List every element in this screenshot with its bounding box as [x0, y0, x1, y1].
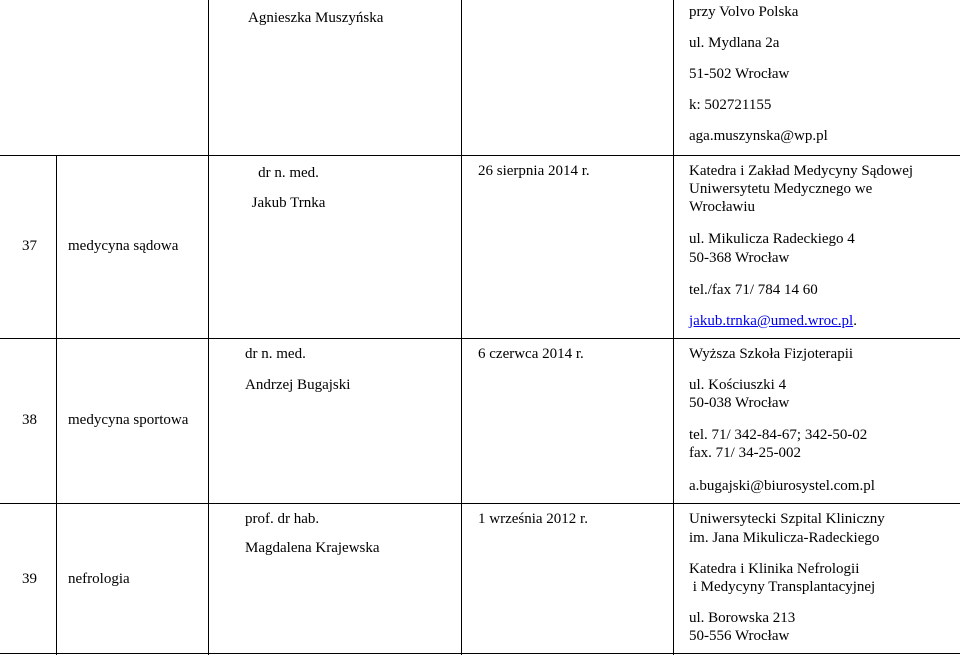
address-line: Wrocławiu	[689, 199, 756, 215]
specialty: nefrologia	[68, 571, 130, 587]
person-name: Magdalena Krajewska	[245, 540, 380, 556]
email-link[interactable]: jakub.trnka@umed.wroc.pl	[689, 313, 854, 329]
academic-title: prof. dr hab.	[245, 511, 320, 527]
column-divider	[56, 155, 57, 655]
address-line: ul. Borowska 213	[689, 610, 796, 626]
email-line	[689, 312, 857, 330]
address-line: przy Volvo Polska	[689, 4, 799, 20]
column-divider	[673, 0, 674, 655]
person-name: Andrzej Bugajski	[245, 377, 351, 393]
address-line: aga.muszynska@wp.pl	[689, 128, 828, 144]
date: 26 sierpnia 2014 r.	[478, 163, 590, 179]
row-number: 37	[22, 238, 37, 254]
column-divider	[208, 0, 209, 655]
address-line: k: 502721155	[689, 97, 772, 113]
address-line: ul. Mikulicza Radeckiego 4	[689, 231, 855, 247]
row-divider	[0, 155, 960, 156]
address-line: 50-368 Wrocław	[689, 250, 790, 266]
address-line: 50-038 Wrocław	[689, 395, 790, 411]
address-line: a.bugajski@biurosystel.com.pl	[689, 478, 875, 494]
address-line: i Medycyny Transplantacyjnej	[689, 579, 876, 595]
date: 6 czerwca 2014 r.	[478, 346, 584, 362]
specialty: medycyna sądowa	[68, 238, 179, 254]
specialty: medycyna sportowa	[68, 412, 189, 428]
academic-title: dr n. med.	[245, 346, 306, 362]
trailing-period: .	[853, 313, 857, 329]
academic-title: dr n. med.	[258, 165, 319, 181]
date: 1 września 2012 r.	[478, 511, 588, 527]
row-divider	[0, 653, 960, 654]
address-line: im. Jana Mikulicza-Radeckiego	[689, 530, 880, 546]
address-line: Katedra i Klinika Nefrologii	[689, 561, 860, 577]
address-line: Uniwersytetu Medycznego we	[689, 181, 873, 197]
column-divider	[461, 0, 462, 655]
address-line: ul. Mydlana 2a	[689, 35, 780, 51]
address-line: Wyższa Szkoła Fizjoterapii	[689, 346, 854, 362]
person-name: Agnieszka Muszyńska	[248, 10, 384, 26]
address-line: tel./fax 71/ 784 14 60	[689, 282, 818, 298]
address-line: Uniwersytecki Szpital Kliniczny	[689, 511, 885, 527]
row-divider	[0, 503, 960, 504]
address-line: 50-556 Wrocław	[689, 628, 790, 644]
address-line: fax. 71/ 34-25-002	[689, 445, 802, 461]
row-divider	[0, 338, 960, 339]
address-line: tel. 71/ 342-84-67; 342-50-02	[689, 427, 868, 443]
row-number: 39	[22, 571, 37, 587]
address-line: 51-502 Wrocław	[689, 66, 790, 82]
person-name: Jakub Trnka	[251, 195, 326, 211]
address-line: Katedra i Zakład Medycyny Sądowej	[689, 163, 914, 179]
row-number: 38	[22, 412, 37, 428]
address-line: ul. Kościuszki 4	[689, 377, 787, 393]
